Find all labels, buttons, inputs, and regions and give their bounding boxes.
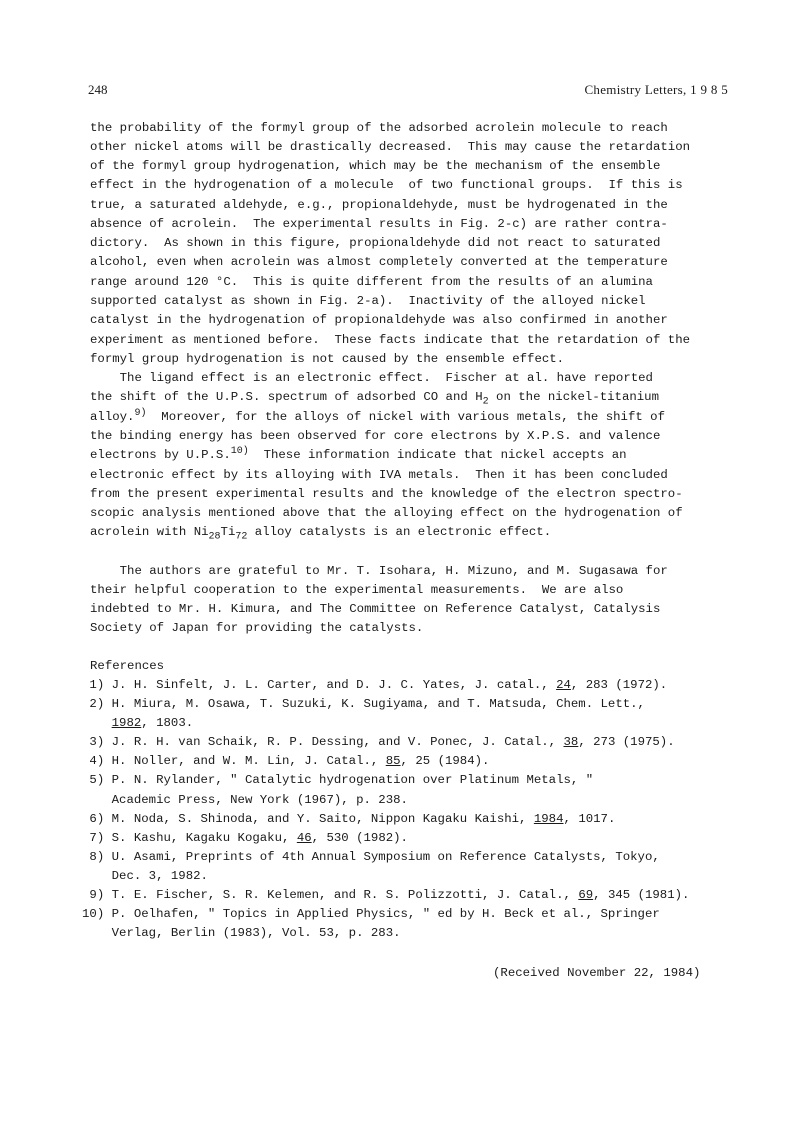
- ack-line: The authors are grateful to Mr. T. Isohara, H. Mizuno, and M. Sugasawa for: [90, 564, 668, 578]
- text-run: , 273 (1975).: [578, 735, 675, 749]
- page-number: 248: [88, 82, 108, 97]
- body-line: [90, 388, 659, 407]
- text-run: , 283 (1972).: [570, 678, 668, 692]
- volume-number: 85: [385, 754, 401, 768]
- text-run: on the nickel-titanium: [488, 390, 659, 404]
- body-line: [90, 408, 665, 427]
- body-line: supported catalyst as shown in Fig. 2-a). Inactivity of the alloyed nickel: [90, 294, 646, 308]
- body-line: other nickel atoms will be drastically decreased. This may cause the retardation: [90, 140, 691, 154]
- body-line: absence of acrolein. The experimental results in Fig. 2-c) are rather contra-: [90, 217, 668, 231]
- body-line: of the formyl group hydrogenation, which may be the mechanism of the ensemble: [90, 159, 661, 173]
- body-line: effect in the hydrogenation of a molecule of two functional groups. If this is: [90, 178, 683, 192]
- citation-superscript: 10): [230, 445, 249, 457]
- text-run: , 530 (1982).: [311, 831, 408, 845]
- body-line: catalyst in the hydrogenation of propionaldehyde was also confirmed in another: [90, 313, 668, 327]
- body-line: [90, 446, 627, 465]
- ack-line: Society of Japan for providing the catalysts.: [90, 621, 424, 635]
- volume-number: 1982: [111, 716, 142, 730]
- reference-item: Dec. 3, 1982.: [82, 869, 208, 883]
- body-line: alcohol, even when acrolein was almost completely converted at the temperature: [90, 255, 668, 269]
- text-run: These information indicate that nickel accepts an: [248, 448, 627, 462]
- running-header: [88, 82, 728, 98]
- text-run: 3) J. R. H. van Schaik, R. P. Dessing, and V. Ponec, J. Catal.,: [82, 735, 564, 749]
- text-run: 6) M. Noda, S. Shinoda, and Y. Saito, Nippon Kagaku Kaishi,: [82, 812, 534, 826]
- text-run: , 1803.: [141, 716, 194, 730]
- reference-item: Verlag, Berlin (1983), Vol. 53, p. 283.: [82, 926, 401, 940]
- body-line: formyl group hydrogenation is not caused by the ensemble effect.: [90, 352, 565, 366]
- body-line: range around 120 °C. This is quite different from the results of an alumina: [90, 275, 653, 289]
- volume-number: 1984: [533, 812, 564, 826]
- text-run: 4) H. Noller, and W. M. Lin, J. Catal.,: [82, 754, 386, 768]
- text-run: , 345 (1981).: [593, 888, 690, 902]
- text-run: Moreover, for the alloys of nickel with various metals, the shift of: [146, 410, 665, 424]
- subscript: 28: [208, 531, 221, 543]
- reference-item: Academic Press, New York (1967), p. 238.: [82, 793, 408, 807]
- body-line: true, a saturated aldehyde, e.g., propionaldehyde, must be hydrogenated in the: [90, 198, 668, 212]
- text-run: 7) S. Kashu, Kagaku Kogaku,: [82, 831, 297, 845]
- text-run: Ti: [220, 525, 236, 539]
- text-run: , 25 (1984).: [400, 754, 490, 768]
- subscript: 72: [235, 531, 248, 543]
- reference-item: 2) H. Miura, M. Osawa, T. Suzuki, K. Sugiyama, and T. Matsuda, Chem. Lett.,: [82, 697, 645, 711]
- journal-title: Chemistry Letters, 1 9 8 5: [584, 82, 728, 97]
- text-run: electrons by U.P.S.: [90, 448, 231, 462]
- reference-item: [82, 886, 689, 905]
- body-line: the probability of the formyl group of the adsorbed acrolein molecule to reach: [90, 121, 668, 135]
- ack-line: their helpful cooperation to the experimental measurements. We are also: [90, 583, 624, 597]
- received-date: (Received November 22, 1984): [493, 966, 701, 980]
- reference-item: [82, 810, 615, 829]
- body-line: the binding energy has been observed for core electrons by X.P.S. and valence: [90, 429, 661, 443]
- references-heading: References: [90, 659, 165, 673]
- reference-item: [82, 676, 667, 695]
- body-line: scopic analysis mentioned above that the alloying effect on the hydrogenation of: [90, 506, 683, 520]
- body-line: [90, 523, 551, 542]
- body-line: dictory. As shown in this figure, propionaldehyde did not react to saturated: [90, 236, 661, 250]
- reference-item: [82, 714, 193, 733]
- subscript: 2: [482, 396, 489, 408]
- text-run: 1) J. H. Sinfelt, J. L. Carter, and D. J. C. Yates, J. catal.,: [82, 678, 557, 692]
- text-run: , 1017.: [563, 812, 616, 826]
- text-run: alloy catalysts is an electronic effect.: [247, 525, 552, 539]
- volume-number: 69: [578, 888, 594, 902]
- volume-number: 24: [556, 678, 571, 692]
- reference-item: 10) P. Oelhafen, " Topics in Applied Physics, " ed by H. Beck et al., Springer: [82, 907, 660, 921]
- reference-item: [82, 733, 675, 752]
- body-line: experiment as mentioned before. These facts indicate that the retardation of the: [90, 333, 691, 347]
- body-line: electronic effect by its alloying with IVA metals. Then it has been concluded: [90, 468, 668, 482]
- text-run: 9) T. E. Fischer, S. R. Kelemen, and R. S. Polizzotti, J. Catal.,: [82, 888, 579, 902]
- reference-item: [82, 829, 408, 848]
- citation-superscript: 9): [134, 407, 147, 419]
- body-line: The ligand effect is an electronic effect. Fischer at al. have reported: [90, 371, 653, 385]
- text-run: the shift of the U.P.S. spectrum of adsorbed CO and H: [90, 390, 483, 404]
- text-run: acrolein with Ni: [90, 525, 209, 539]
- text-run: alloy.: [90, 410, 135, 424]
- reference-item: [82, 752, 489, 771]
- text-run: [82, 716, 112, 730]
- reference-item: 5) P. N. Rylander, " Catalytic hydrogenation over Platinum Metals, ": [82, 773, 594, 787]
- body-line: from the present experimental results and the knowledge of the electron spectro-: [90, 487, 683, 501]
- volume-number: 46: [296, 831, 312, 845]
- ack-line: indebted to Mr. H. Kimura, and The Committee on Reference Catalyst, Catalysis: [90, 602, 661, 616]
- volume-number: 38: [563, 735, 579, 749]
- reference-item: 8) U. Asami, Preprints of 4th Annual Symposium on Reference Catalysts, Tokyo,: [82, 850, 660, 864]
